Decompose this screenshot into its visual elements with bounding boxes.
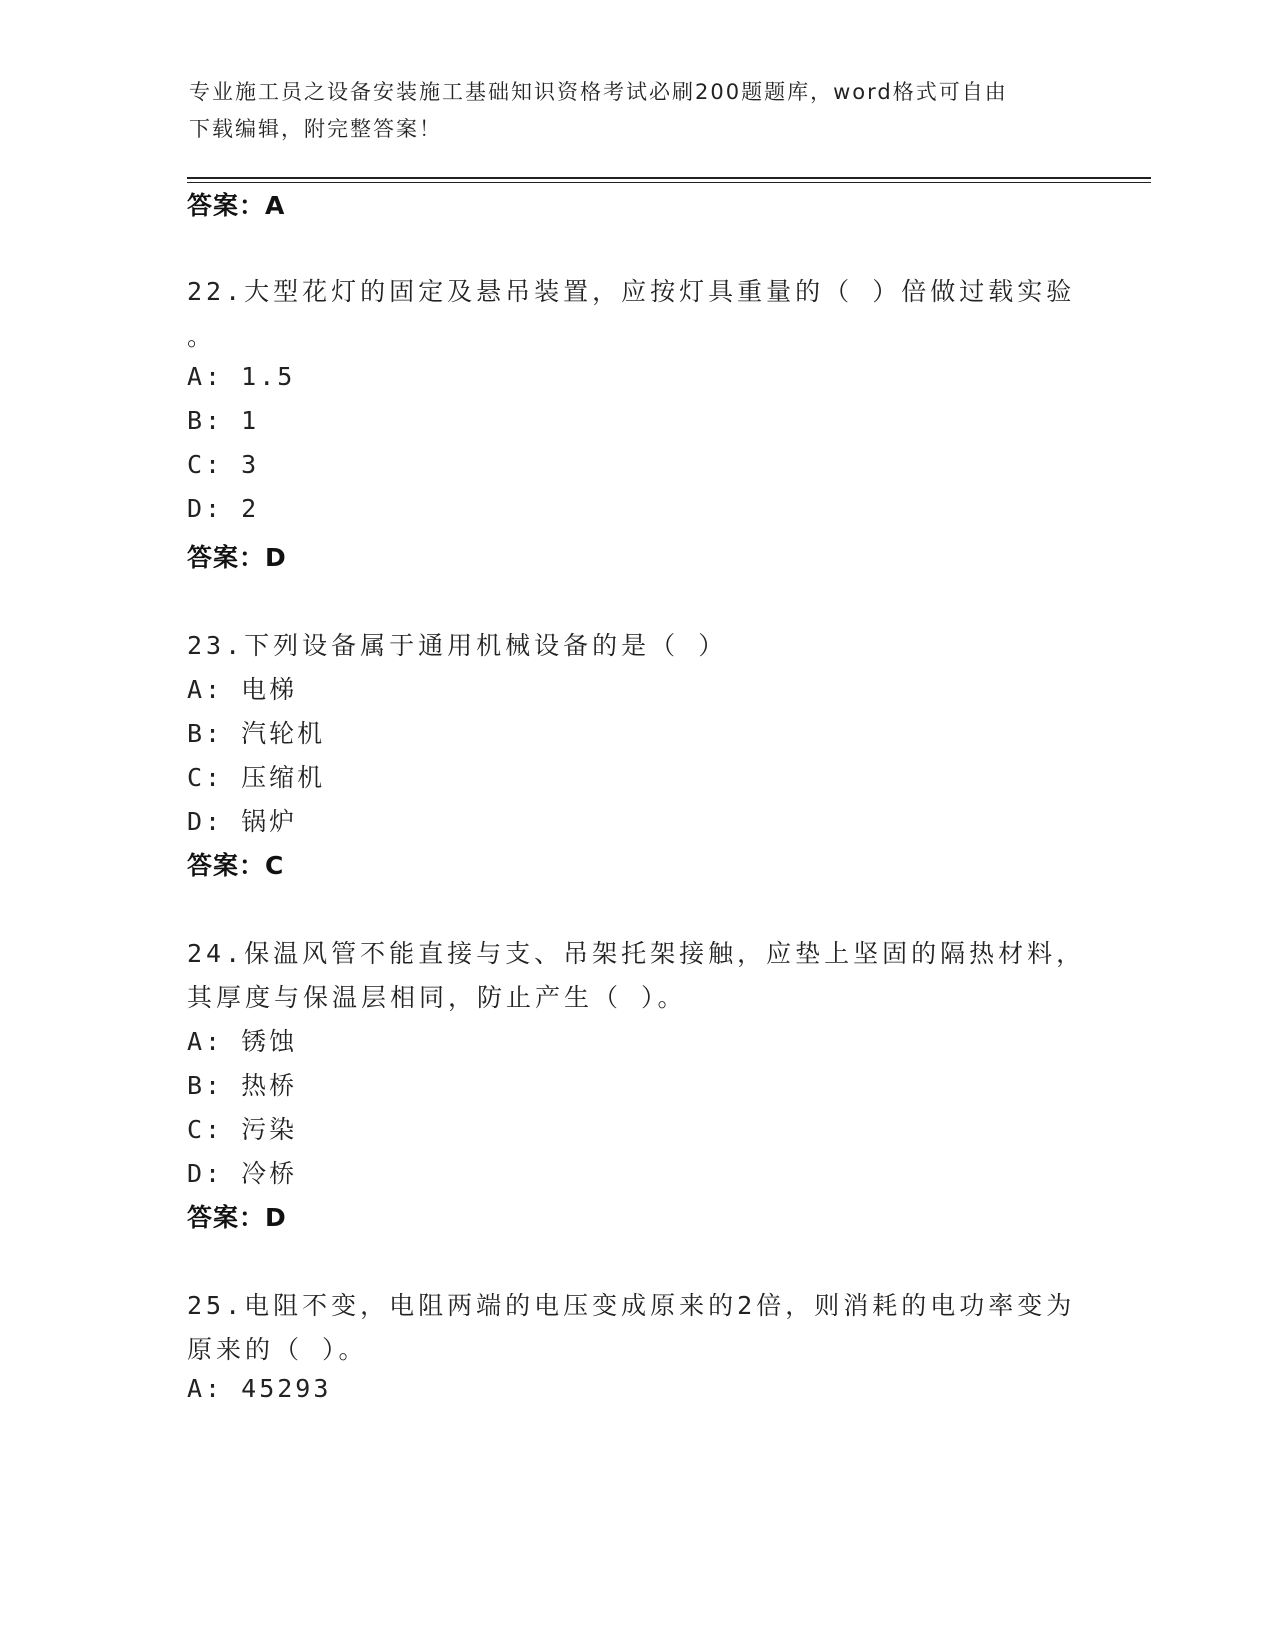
question-23-option-c: C: 压缩机	[187, 763, 326, 792]
question-22-text-2: 。	[187, 322, 217, 351]
question-25-option-a: A: 45293	[187, 1374, 332, 1403]
answer-q21: 答案：A	[187, 191, 286, 220]
question-23-option-b: B: 汽轮机	[187, 719, 326, 748]
question-25-text-2: 原来的（ ）。	[187, 1335, 368, 1364]
question-22-option-c: C: 3	[187, 450, 260, 479]
answer-q23: 答案：C	[187, 851, 285, 880]
header-line-2: 下载编辑，附完整答案！	[189, 117, 442, 141]
question-22-text-1: 22.大型花灯的固定及悬吊装置，应按灯具重量的（ ）倍做过载实验	[187, 277, 1076, 306]
question-22-option-b: B: 1	[187, 406, 260, 435]
question-25-text-1: 25.电阻不变，电阻两端的电压变成原来的2倍，则消耗的电功率变为	[187, 1291, 1076, 1320]
question-22-option-a: A: 1.5	[187, 362, 296, 391]
answer-q22: 答案：D	[187, 543, 287, 572]
question-23-text-1: 23.下列设备属于通用机械设备的是（ ）	[187, 631, 728, 660]
header-divider-thin	[187, 182, 1151, 183]
question-23-option-d: D: 锅炉	[187, 807, 298, 836]
question-24-option-d: D: 冷桥	[187, 1159, 298, 1188]
question-24-option-b: B: 热桥	[187, 1071, 298, 1100]
question-24-option-a: A: 锈蚀	[187, 1027, 298, 1056]
answer-q24: 答案：D	[187, 1203, 287, 1232]
question-22-option-d: D: 2	[187, 494, 260, 523]
header-line-1: 专业施工员之设备安装施工基础知识资格考试必刷200题题库，word格式可自由	[189, 80, 1008, 104]
question-24-text-1: 24.保温风管不能直接与支、吊架托架接触，应垫上坚固的隔热材料，	[187, 939, 1086, 968]
header-divider-thick	[187, 177, 1151, 179]
question-23-option-a: A: 电梯	[187, 675, 298, 704]
document-header	[189, 74, 1089, 148]
question-24-option-c: C: 污染	[187, 1115, 298, 1144]
question-24-text-2: 其厚度与保温层相同，防止产生（ ）。	[187, 983, 687, 1012]
